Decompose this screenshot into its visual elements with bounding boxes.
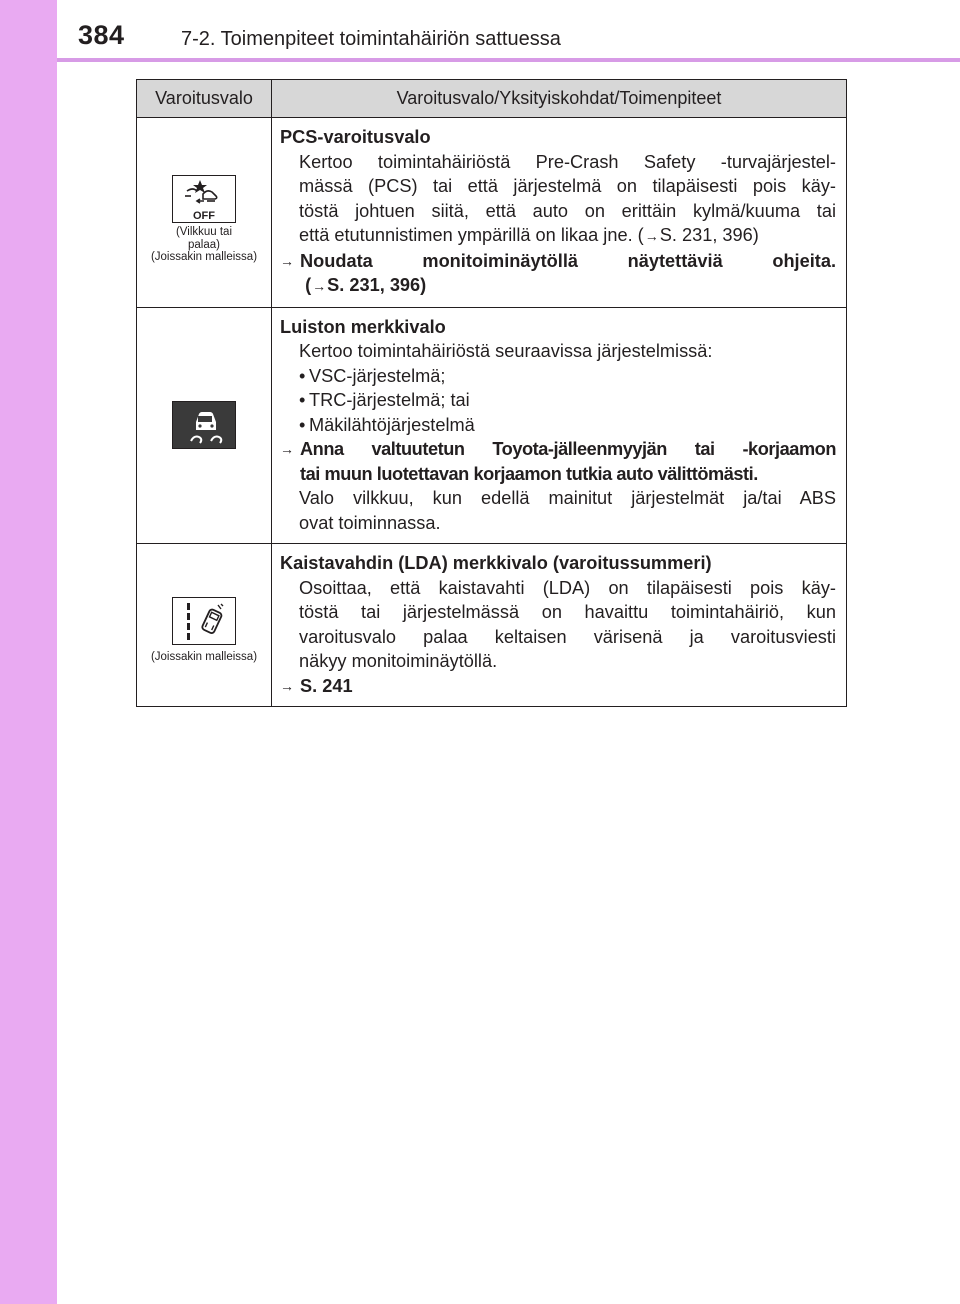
row-title: Luiston merkkivalo xyxy=(280,316,446,337)
action-line xyxy=(280,437,836,462)
description-line: Kertoo toimintahäiriöstä seuraavissa järjestelmissä: xyxy=(299,341,713,361)
header-warning-light: Varoitusvalo xyxy=(137,80,272,118)
icon-cell xyxy=(137,544,272,707)
icon-cell xyxy=(137,118,272,308)
list-item: • TRC-järjestelmä; tai xyxy=(280,388,836,413)
page-reference: S. 231, 396) xyxy=(659,225,759,245)
header-rule xyxy=(57,58,960,62)
description-line: näkyy monitoiminäytöllä. xyxy=(299,651,498,671)
arrow-icon: → xyxy=(312,278,327,294)
pcs-off-icon xyxy=(172,175,236,223)
description-cell xyxy=(272,118,847,308)
row-title: Kaistavahdin (LDA) merkkivalo (varoitussummeri) xyxy=(280,553,712,573)
icon-cell xyxy=(137,307,272,544)
side-color-band xyxy=(0,0,57,1304)
page-reference: S. 231, 396) xyxy=(327,275,427,295)
arrow-icon: → xyxy=(280,677,294,694)
action-text: Anna valtuutetun Toyota-jälleenmyyjän tai -korjaamon xyxy=(300,439,836,459)
description-line xyxy=(280,223,836,249)
header-details-actions: Varoitusvalo/Yksityiskohdat/Toimenpiteet xyxy=(272,80,847,118)
icon-note xyxy=(139,226,269,264)
table-row xyxy=(137,544,847,707)
action-text: ( xyxy=(305,275,312,295)
icon-note-line: palaa) xyxy=(188,238,220,251)
description-line: töstä johtuen siitä, että auto on erittäin kylmä/kuuma tai xyxy=(299,200,836,221)
description-cell xyxy=(272,544,847,707)
table-row xyxy=(137,307,847,544)
description-text: että etutunnistimen ympärillä on likaa jne. ( xyxy=(299,225,644,245)
description-line: mässä (PCS) tai että järjestelmä on tilapäisesti pois käy- xyxy=(299,176,836,196)
arrow-icon: → xyxy=(280,252,294,269)
warning-light-table xyxy=(136,79,847,707)
description-line: varoitusvalo palaa keltaisen värisenä ja varoitusviesti xyxy=(299,626,836,647)
arrow-icon: → xyxy=(280,441,294,457)
description-line: Kertoo toimintahäiriöstä Pre-Crash Safety -turvajärjestel- xyxy=(299,151,836,172)
description-line: Osoittaa, että kaistavahti (LDA) on tilapäisesti pois käy- xyxy=(299,577,836,598)
icon-note-line: (Joissakin malleissa) xyxy=(150,251,258,263)
page-number: 384 xyxy=(78,20,125,50)
icon-note: (Joissakin malleissa) xyxy=(150,650,258,663)
action-line xyxy=(280,674,836,699)
section-title: 7-2. Toimenpiteet toimintahäiriön sattuessa xyxy=(181,28,561,50)
table-row xyxy=(137,118,847,308)
description-line: töstä tai järjestelmässä on havaittu toimintahäiriö, kun xyxy=(299,602,836,622)
pcs-icon-label: OFF xyxy=(193,210,215,222)
list-item: • VSC-järjestelmä; xyxy=(280,364,836,389)
table-header-row xyxy=(137,80,847,118)
row-title: PCS-varoitusvalo xyxy=(280,127,431,147)
description-cell xyxy=(272,307,847,544)
slip-indicator-icon xyxy=(172,401,236,449)
page-reference: S. 241 xyxy=(300,675,353,696)
description-line: ovat toiminnassa. xyxy=(299,512,441,533)
list-item: • Mäkilähtöjärjestelmä xyxy=(280,413,836,438)
description-line: Valo vilkkuu, kun edellä mainitut järjestelmät ja/tai ABS xyxy=(299,488,836,508)
arrow-icon: → xyxy=(644,228,659,244)
icon-note-line: (Vilkkuu tai xyxy=(175,226,233,238)
action-text: Noudata monitoiminäytöllä näytettäviä ohjeita. xyxy=(300,250,836,271)
action-line xyxy=(280,249,836,274)
action-line xyxy=(280,273,836,299)
action-line: tai muun luotettavan korjaamon tutkia auto välittömästi. xyxy=(300,463,758,484)
lane-departure-alert-icon xyxy=(172,597,236,645)
